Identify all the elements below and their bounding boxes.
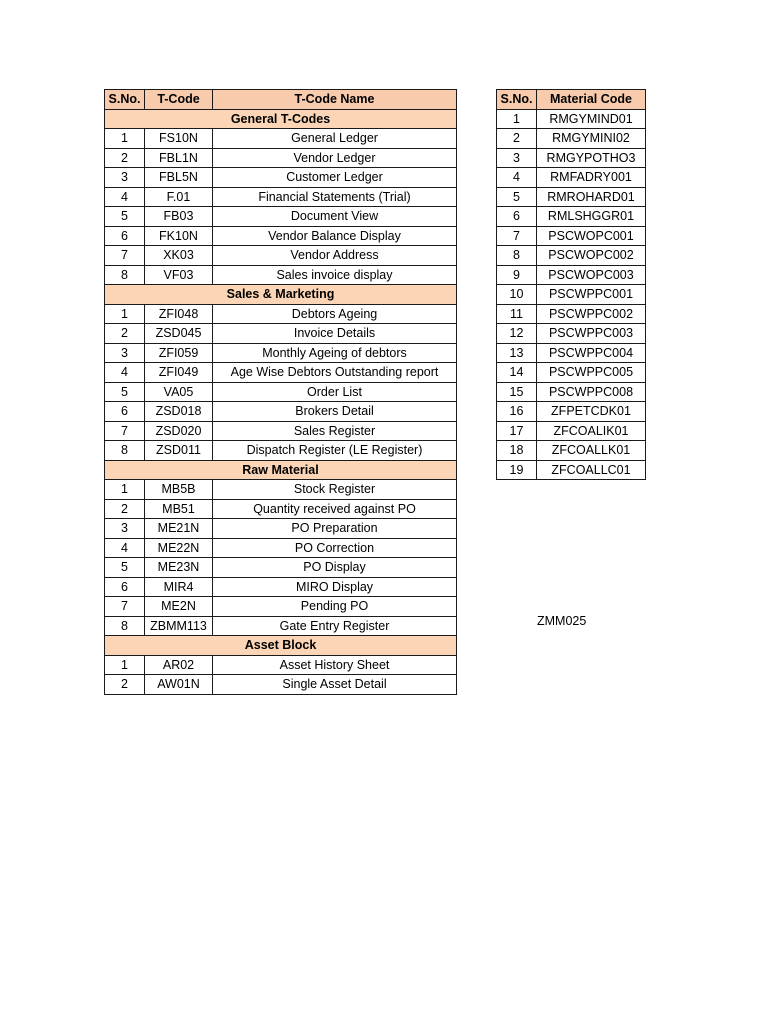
table-row (105, 265, 457, 285)
tcode-name-cell: Dispatch Register (LE Register) (213, 441, 457, 461)
material-code-header: Material Code (537, 90, 646, 110)
tcode-cell: ME22N (145, 538, 213, 558)
material-code-cell: PSCWOPC002 (537, 246, 646, 266)
tcode-name-cell: Sales Register (213, 421, 457, 441)
table-row (497, 148, 646, 168)
table-row (497, 324, 646, 344)
table-row (497, 168, 646, 188)
table-row (497, 441, 646, 461)
table-row (497, 187, 646, 207)
table-row (105, 480, 457, 500)
tcode-name-cell: Single Asset Detail (213, 675, 457, 695)
table-row (105, 363, 457, 383)
section-title: Asset Block (105, 636, 457, 656)
table-row (105, 148, 457, 168)
tcode-name-cell: Customer Ledger (213, 168, 457, 188)
sno-cell: 2 (105, 148, 145, 168)
sno-cell: 3 (105, 519, 145, 539)
tcode-cell: FK10N (145, 226, 213, 246)
table-row (105, 421, 457, 441)
table-row (105, 675, 457, 695)
sno-cell: 8 (105, 265, 145, 285)
table-row (105, 168, 457, 188)
sno-cell: 5 (105, 558, 145, 578)
material-sno-cell: 17 (497, 421, 537, 441)
material-sno-cell: 8 (497, 246, 537, 266)
sno-cell: 4 (105, 187, 145, 207)
material-code-cell: PSCWPPC002 (537, 304, 646, 324)
sno-cell: 7 (105, 246, 145, 266)
material-code-cell: PSCWOPC001 (537, 226, 646, 246)
table-row (497, 343, 646, 363)
tcode-name-cell: Vendor Balance Display (213, 226, 457, 246)
sno-cell: 5 (105, 382, 145, 402)
material-sno-cell: 10 (497, 285, 537, 305)
table-row (497, 226, 646, 246)
table-row (497, 460, 646, 480)
table-row (105, 129, 457, 149)
table-row (497, 246, 646, 266)
material-table-body (497, 109, 646, 480)
sno-cell: 1 (105, 655, 145, 675)
tcode-name-cell: PO Preparation (213, 519, 457, 539)
tcode-cell: ME2N (145, 597, 213, 617)
material-sno-cell: 18 (497, 441, 537, 461)
table-row (497, 421, 646, 441)
tcode-name-cell: PO Correction (213, 538, 457, 558)
tcode-header-row (105, 90, 457, 110)
tcode-name-cell: Quantity received against PO (213, 499, 457, 519)
sno-cell: 7 (105, 597, 145, 617)
table-row (105, 207, 457, 227)
material-code-cell: PSCWPPC005 (537, 363, 646, 383)
material-code-cell: ZFPETCDK01 (537, 402, 646, 422)
tcode-cell: MB51 (145, 499, 213, 519)
section-row (105, 109, 457, 129)
table-row (105, 597, 457, 617)
tcode-header: T-Code (145, 90, 213, 110)
table-row (105, 246, 457, 266)
section-row (105, 285, 457, 305)
table-row (105, 538, 457, 558)
tcode-cell: FBL1N (145, 148, 213, 168)
sno-cell: 4 (105, 363, 145, 383)
section-title: Raw Material (105, 460, 457, 480)
tcode-name-cell: Monthly Ageing of debtors (213, 343, 457, 363)
material-code-cell: PSCWOPC003 (537, 265, 646, 285)
tcode-name-cell: General Ledger (213, 129, 457, 149)
sno-cell: 8 (105, 441, 145, 461)
tcode-cell: XK03 (145, 246, 213, 266)
tcode-name-cell: Gate Entry Register (213, 616, 457, 636)
tcode-name-cell: Financial Statements (Trial) (213, 187, 457, 207)
material-sno-cell: 6 (497, 207, 537, 227)
sno-cell: 6 (105, 577, 145, 597)
material-code-cell: RMGYMIND01 (537, 109, 646, 129)
table-row (497, 207, 646, 227)
tcode-name-cell: Brokers Detail (213, 402, 457, 422)
table-row (105, 382, 457, 402)
material-sno-cell: 19 (497, 460, 537, 480)
tcode-cell: FS10N (145, 129, 213, 149)
material-sno-cell: 16 (497, 402, 537, 422)
sno-cell: 3 (105, 343, 145, 363)
table-row (105, 304, 457, 324)
table-row (105, 577, 457, 597)
sno-cell: 7 (105, 421, 145, 441)
tcode-name-header: T-Code Name (213, 90, 457, 110)
sno-cell: 4 (105, 538, 145, 558)
material-sno-cell: 1 (497, 109, 537, 129)
tcode-cell: ZSD045 (145, 324, 213, 344)
table-row (105, 519, 457, 539)
tcode-cell: FB03 (145, 207, 213, 227)
material-sno-cell: 7 (497, 226, 537, 246)
table-row (497, 304, 646, 324)
tcode-name-cell: Pending PO (213, 597, 457, 617)
material-code-cell: RMROHARD01 (537, 187, 646, 207)
material-code-cell: PSCWPPC003 (537, 324, 646, 344)
table-row (105, 655, 457, 675)
tcode-cell: ZSD011 (145, 441, 213, 461)
sno-cell: 8 (105, 616, 145, 636)
tcode-cell: AR02 (145, 655, 213, 675)
tcode-cell: MIR4 (145, 577, 213, 597)
material-sno-cell: 9 (497, 265, 537, 285)
table-row (497, 129, 646, 149)
material-code-cell: PSCWPPC004 (537, 343, 646, 363)
note-text: ZMM025 (537, 614, 587, 628)
material-code-cell: RMFADRY001 (537, 168, 646, 188)
material-sno-cell: 3 (497, 148, 537, 168)
table-row (105, 402, 457, 422)
table-row (105, 441, 457, 461)
sno-cell: 1 (105, 480, 145, 500)
tcode-name-cell: MIRO Display (213, 577, 457, 597)
section-row (105, 460, 457, 480)
material-sno-cell: 13 (497, 343, 537, 363)
tcode-cell: ZFI049 (145, 363, 213, 383)
material-code-cell: RMGYPOTHO3 (537, 148, 646, 168)
material-code-cell: RMLSHGGR01 (537, 207, 646, 227)
material-code-cell: PSCWPPC001 (537, 285, 646, 305)
table-row (105, 558, 457, 578)
tcode-cell: MB5B (145, 480, 213, 500)
table-row (105, 499, 457, 519)
table-row (105, 226, 457, 246)
tcode-table-body (105, 109, 457, 694)
table-row (497, 109, 646, 129)
material-code-cell: ZFCOALIK01 (537, 421, 646, 441)
tcode-name-cell: Stock Register (213, 480, 457, 500)
material-code-table (496, 89, 646, 480)
sno-header: S.No. (105, 90, 145, 110)
tcode-name-cell: Sales invoice display (213, 265, 457, 285)
table-row (497, 363, 646, 383)
table-row (105, 324, 457, 344)
tcode-name-cell: Age Wise Debtors Outstanding report (213, 363, 457, 383)
tcode-name-cell: PO Display (213, 558, 457, 578)
sno-cell: 6 (105, 226, 145, 246)
material-code-cell: ZFCOALLK01 (537, 441, 646, 461)
sno-cell: 5 (105, 207, 145, 227)
tcode-cell: ZBMM113 (145, 616, 213, 636)
table-row (105, 343, 457, 363)
tcode-cell: ME23N (145, 558, 213, 578)
tcode-cell: ZSD018 (145, 402, 213, 422)
tcode-name-cell: Order List (213, 382, 457, 402)
tcode-cell: FBL5N (145, 168, 213, 188)
table-row (497, 265, 646, 285)
material-sno-cell: 4 (497, 168, 537, 188)
section-title: Sales & Marketing (105, 285, 457, 305)
sno-cell: 2 (105, 499, 145, 519)
material-code-cell: RMGYMINI02 (537, 129, 646, 149)
tcode-cell: ZSD020 (145, 421, 213, 441)
table-row (497, 382, 646, 402)
tcode-name-cell: Debtors Ageing (213, 304, 457, 324)
section-title: General T-Codes (105, 109, 457, 129)
tcode-cell: ZFI048 (145, 304, 213, 324)
tcode-cell: ZFI059 (145, 343, 213, 363)
material-sno-cell: 15 (497, 382, 537, 402)
tcode-cell: AW01N (145, 675, 213, 695)
material-sno-cell: 11 (497, 304, 537, 324)
tcode-cell: VF03 (145, 265, 213, 285)
material-code-cell: ZFCOALLC01 (537, 460, 646, 480)
sno-cell: 1 (105, 304, 145, 324)
material-sno-cell: 2 (497, 129, 537, 149)
tcode-name-cell: Invoice Details (213, 324, 457, 344)
tcode-name-cell: Vendor Ledger (213, 148, 457, 168)
material-sno-header: S.No. (497, 90, 537, 110)
sno-cell: 6 (105, 402, 145, 422)
sno-cell: 2 (105, 675, 145, 695)
tcode-cell: F.01 (145, 187, 213, 207)
sno-cell: 3 (105, 168, 145, 188)
table-row (105, 187, 457, 207)
tcode-name-cell: Asset History Sheet (213, 655, 457, 675)
material-sno-cell: 12 (497, 324, 537, 344)
table-row (497, 285, 646, 305)
material-code-cell: PSCWPPC008 (537, 382, 646, 402)
material-header-row (497, 90, 646, 110)
tcode-name-cell: Document View (213, 207, 457, 227)
tcode-cell: VA05 (145, 382, 213, 402)
material-sno-cell: 5 (497, 187, 537, 207)
section-row (105, 636, 457, 656)
tcode-name-cell: Vendor Address (213, 246, 457, 266)
sno-cell: 1 (105, 129, 145, 149)
table-row (497, 402, 646, 422)
tcode-cell: ME21N (145, 519, 213, 539)
table-row (105, 616, 457, 636)
sno-cell: 2 (105, 324, 145, 344)
tcode-table (104, 89, 457, 695)
material-sno-cell: 14 (497, 363, 537, 383)
